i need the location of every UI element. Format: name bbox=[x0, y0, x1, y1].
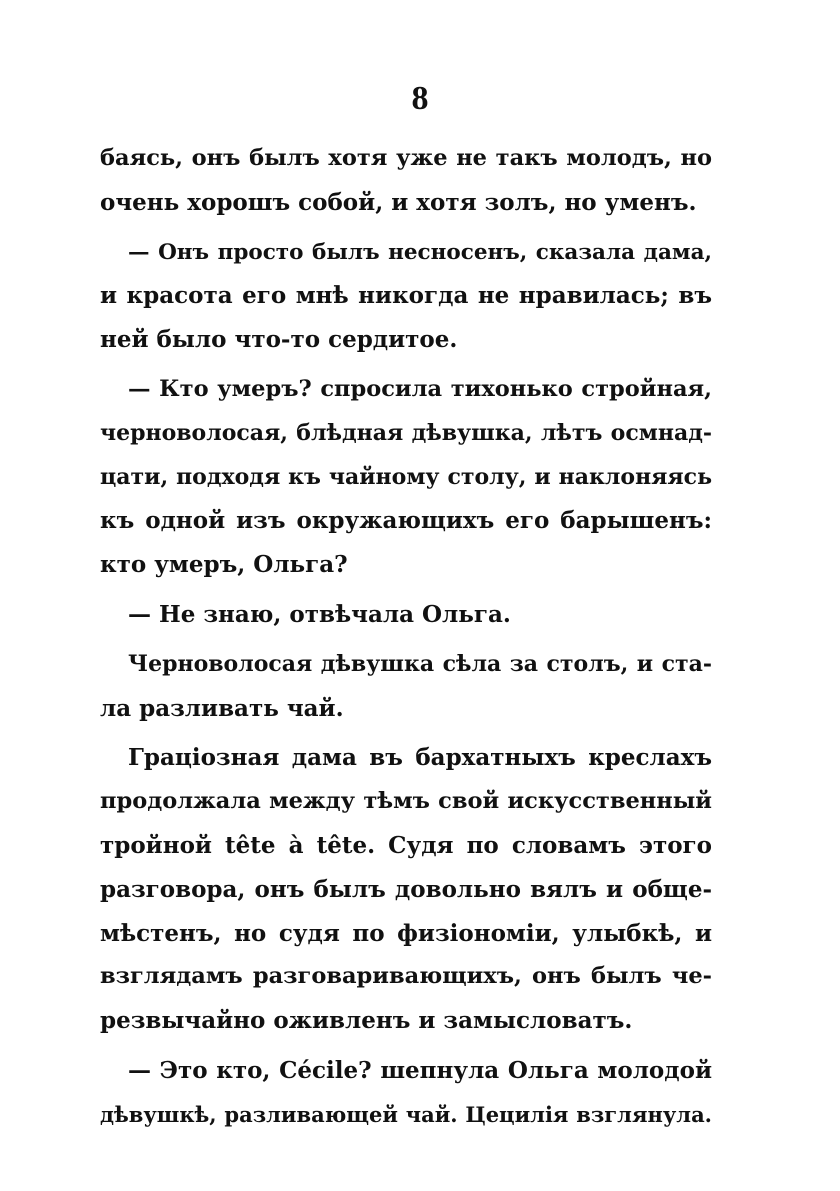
text-line: — Это кто, Cécile? шепнула Ольга молодой bbox=[128, 1056, 712, 1084]
text-line: ла разливать чай. bbox=[100, 694, 344, 722]
text-line: — Кто умеръ? спросила тихонько стройная, bbox=[128, 375, 712, 402]
text-line: дѣвушкѣ, разливающей чай. Цецилія взглянула. bbox=[100, 1101, 712, 1127]
text-line: баясь, онъ былъ хотя уже не такъ молодъ, но bbox=[100, 145, 712, 171]
text-line: черноволосая, блѣдная дѣвушка, лѣтъ осмнад- bbox=[100, 419, 712, 446]
text-line: резвычайно оживленъ и замысловатъ. bbox=[100, 1007, 633, 1035]
text-line: кто умеръ, Ольга? bbox=[100, 551, 348, 579]
text-line: цати, подходя къ чайному столу, и наклоняясь bbox=[100, 463, 712, 490]
body-text bbox=[100, 137, 712, 1137]
text-line: и красота его мнѣ никогда не нравилась; въ bbox=[100, 282, 712, 310]
text-line: очень хорошъ собой, и хотя золъ, но уменъ. bbox=[100, 188, 697, 216]
text-line: мѣстенъ, но судя по физіономіи, улыбкѣ, и bbox=[100, 919, 712, 947]
page-number: 8 bbox=[411, 80, 429, 117]
text-line: продолжала между тѣмъ свой искусственный bbox=[100, 788, 712, 815]
text-line: взглядамъ разговаривающихъ, онъ былъ че- bbox=[100, 963, 712, 990]
text-line: — Не знаю, отвѣчала Ольга. bbox=[128, 600, 511, 628]
text-line: ней было что-то сердитое. bbox=[100, 326, 458, 354]
text-line: Черноволосая дѣвушка сѣла за столъ, и ста- bbox=[128, 650, 712, 677]
text-line: Граціозная дама въ бархатныхъ креслахъ bbox=[128, 744, 712, 772]
text-line: разговора, онъ былъ довольно вялъ и обще- bbox=[100, 875, 712, 903]
text-line: къ одной изъ окружающихъ его барышенъ: bbox=[100, 507, 712, 535]
text-line: тройной tête à tête. Судя по словамъ этого bbox=[100, 831, 712, 859]
text-line: — Онъ просто былъ несносенъ, сказала дама, bbox=[128, 239, 712, 265]
